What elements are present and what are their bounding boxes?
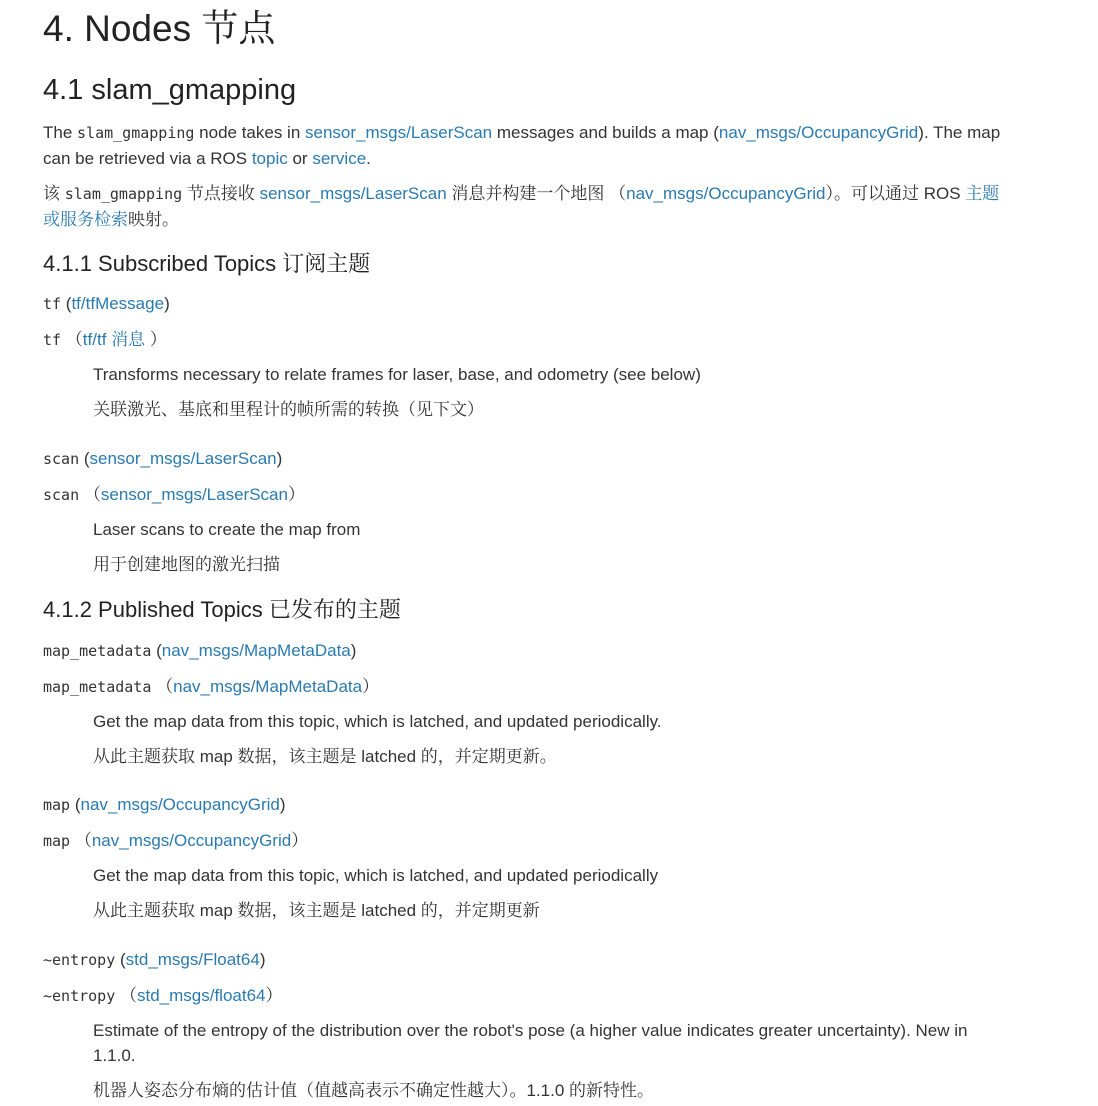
topic-type-link[interactable]: sensor_msgs/LaserScan	[100, 485, 288, 504]
topic-type-link[interactable]: std_msgs/Float64	[125, 950, 260, 969]
topic-name: tf	[43, 331, 62, 349]
topic-desc-en: Get the map data from this topic, which is latched, and updated periodically.	[93, 712, 662, 731]
topic-term-en: scan (sensor_msgs/LaserScan)	[43, 449, 283, 468]
topic-term-zh: tf （tf/tf 消息 ）	[43, 330, 167, 349]
topic-name: map_metadata	[43, 678, 152, 696]
link-service[interactable]: service	[312, 149, 367, 168]
topic-name: map_metadata	[43, 642, 152, 660]
topic-name: map	[43, 796, 71, 814]
topic-term-zh: map_metadata （nav_msgs/MapMetaData）	[43, 677, 380, 696]
topic-desc-zh: 从此主题获取 map 数据，该主题是 latched 的，并定期更新	[93, 901, 540, 920]
topic-type-link[interactable]: nav_msgs/MapMetaData	[161, 641, 351, 660]
topic-desc-zh: 用于创建地图的激光扫描	[93, 555, 280, 574]
topic-name: map	[43, 832, 71, 850]
topic-term-en: map (nav_msgs/OccupancyGrid)	[43, 795, 286, 814]
topic-term-zh: scan （sensor_msgs/LaserScan）	[43, 485, 305, 504]
topic-type-link[interactable]: nav_msgs/OccupancyGrid	[91, 831, 292, 850]
topic-name: tf	[43, 295, 62, 313]
topic-type-link[interactable]: std_msgs/float64	[136, 986, 266, 1005]
topic-type-link[interactable]: sensor_msgs/LaserScan	[89, 449, 277, 468]
node-name-code-zh: slam_gmapping	[64, 185, 183, 203]
topic-term-en: ~entropy (std_msgs/Float64)	[43, 950, 266, 969]
topic-desc-en: Transforms necessary to relate frames for laser, base, and odometry (see below)	[93, 365, 701, 384]
topic-desc-zh: 从此主题获取 map 数据，该主题是 latched 的，并定期更新。	[93, 747, 557, 766]
node-title: 4.1 slam_gmapping	[43, 74, 297, 106]
link-topic-service-zh[interactable]: 主题或服务检索	[43, 184, 1000, 229]
link-occupancygrid[interactable]: nav_msgs/OccupancyGrid	[718, 123, 919, 142]
topic-desc-zh: 机器人姿态分布熵的估计值（值越高表示不确定性越大）。1.1.0 的新特性。	[93, 1081, 655, 1100]
subscribed-topics-heading: 4.1.1 Subscribed Topics 订阅主题	[43, 251, 371, 276]
link-topic[interactable]: topic	[251, 149, 288, 168]
link-occupancygrid-zh[interactable]: nav_msgs/OccupancyGrid	[626, 184, 826, 203]
topic-term-en: map_metadata (nav_msgs/MapMetaData)	[43, 641, 357, 660]
topic-desc-en: Laser scans to create the map from	[93, 520, 361, 539]
page-title: 4. Nodes 节点	[43, 8, 276, 49]
topic-name: scan	[43, 450, 80, 468]
topic-term-en: tf (tf/tfMessage)	[43, 294, 170, 313]
topic-type-link[interactable]: tf/tf 消息	[82, 330, 146, 349]
published-topics-heading: 4.1.2 Published Topics 已发布的主题	[43, 597, 401, 622]
topic-type-link[interactable]: nav_msgs/MapMetaData	[173, 677, 363, 696]
topic-name: ~entropy	[43, 987, 116, 1005]
topic-desc-zh: 关联激光、基底和里程计的帧所需的转换（见下文）	[93, 400, 484, 419]
topic-type-link[interactable]: tf/tfMessage	[71, 294, 165, 313]
topic-term-zh: ~entropy （std_msgs/float64）	[43, 986, 283, 1005]
intro-zh: 该 slam_gmapping 节点接收 sensor_msgs/LaserScan 消息并构建一个地图 （nav_msgs/OccupancyGrid）。可以通过 ROS 主题或服务检索映射。	[43, 184, 1000, 229]
link-laserscan-zh[interactable]: sensor_msgs/LaserScan	[259, 184, 447, 203]
intro-en: The slam_gmapping node takes in sensor_msgs/LaserScan messages and builds a map (nav_msgs/OccupancyGrid). The map can be retrieved via a ROS topic or service.	[43, 123, 1001, 168]
topic-name: ~entropy	[43, 951, 116, 969]
link-laserscan[interactable]: sensor_msgs/LaserScan	[305, 123, 493, 142]
topic-desc-en: Get the map data from this topic, which is latched, and updated periodically	[93, 866, 659, 885]
topic-term-zh: map （nav_msgs/OccupancyGrid）	[43, 831, 309, 850]
topic-desc-en: Estimate of the entropy of the distribution over the robot's pose (a higher value indicates greater uncertainty). New in 1.1.0.	[93, 1021, 968, 1065]
node-name-code: slam_gmapping	[77, 124, 195, 142]
topic-name: scan	[43, 486, 80, 504]
topic-type-link[interactable]: nav_msgs/OccupancyGrid	[80, 795, 280, 814]
